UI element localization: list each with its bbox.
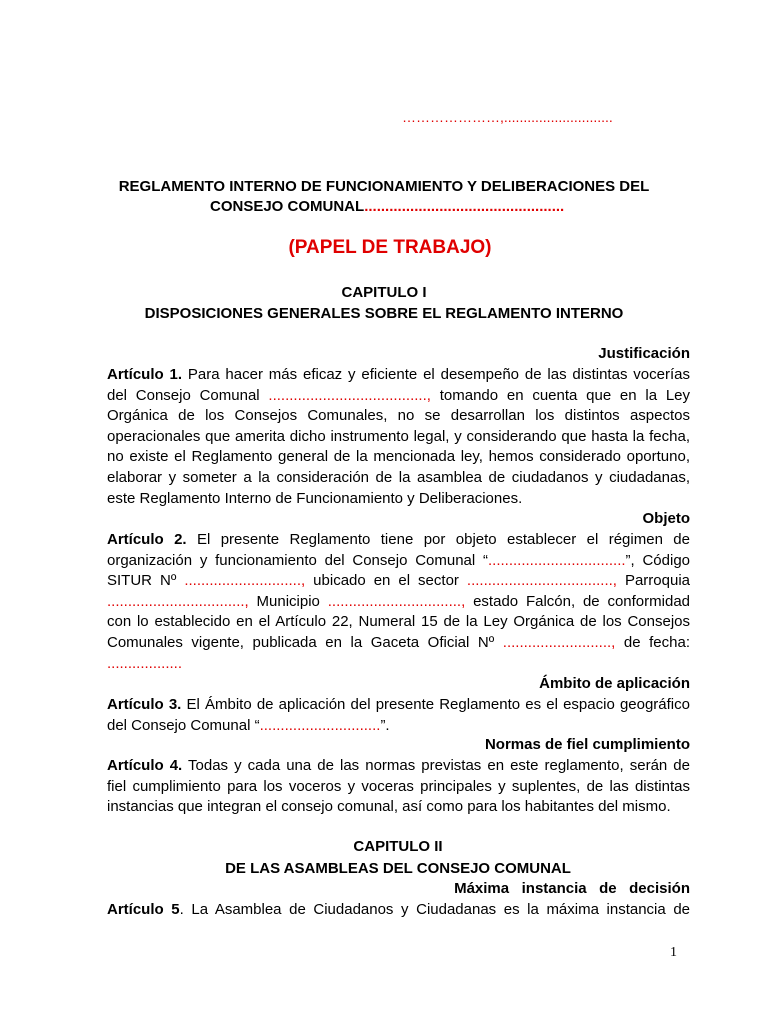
header-dots: …………………,............................	[402, 109, 613, 125]
article-1: Artículo 1. Para hacer más eficaz y eficiente el desempeño de las distintas vocerías del Consejo Comunal ......................................, tomando en cuenta que en la Ley Orgánica de los Consejos Comunales, no se desarrollan los distintos aspectos operacionales que amerita dicho instrumento legal, y considerando que hasta la fecha, no existe el Reglamento general de la mencionada ley, hemos considerado oportuno, elaborar y someter a la consideración de la asamblea de ciudadanos y ciudadanas, este Reglamento Interno de Funcionamiento y Deliberaciones.	[107, 366, 691, 507]
title-line-2: CONSEJO COMUNAL................................................	[210, 198, 565, 215]
title-dots: ................................................	[364, 198, 565, 215]
document-subtitle: (PAPEL DE TRABAJO)	[288, 237, 492, 258]
chapter-2-title: DE LAS ASAMBLEAS DEL CONSEJO COMUNAL	[225, 860, 571, 877]
article-2: Artículo 2. El presente Reglamento tiene por objeto establecer el régimen de organización y funcionamiento del Consejo Comunal “.................................”, Código SITUR Nº ............................, ubicado en el sector ..................................., Parroquia ................................., Municipio ................................, estado Falcón, de conformidad con lo establecido en el Artículo 22, Numeral 15 de la Ley Orgánica de los Consejos Comunales vigente, publicada en la Gaceta Oficial Nº .........................., de fecha: ..................	[107, 531, 691, 672]
document-title	[0, 177, 768, 217]
article-1-label: Artículo 1.	[107, 366, 183, 383]
article-2-heading: Objeto	[642, 510, 690, 527]
article-2-label: Artículo 2.	[107, 531, 187, 548]
article-5: Artículo 5. La Asamblea de Ciudadanos y Ciudadanas es la máxima instancia de	[107, 901, 691, 918]
chapter-2-label: CAPITULO II	[353, 838, 443, 855]
article-3-label: Artículo 3.	[107, 696, 182, 713]
article-1-heading: Justificación	[598, 345, 690, 362]
article-4-heading: Normas de fiel cumplimiento	[484, 736, 690, 753]
article-5-heading: Máxima instancia de decisión	[454, 880, 690, 897]
article-4-label: Artículo 4.	[107, 757, 183, 774]
chapter-1-title: DISPOSICIONES GENERALES SOBRE EL REGLAMENTO INTERNO	[144, 305, 624, 322]
article-5-label: Artículo 5	[107, 901, 180, 918]
article-3-heading: Ámbito de aplicación	[539, 675, 690, 692]
chapter-1-label: CAPITULO I	[341, 284, 427, 301]
title-line-1: REGLAMENTO INTERNO DE FUNCIONAMIENTO Y DELIBERACIONES DEL	[118, 178, 650, 195]
article-3: Artículo 3. El Ámbito de aplicación del presente Reglamento es el espacio geográfico del Consejo Comunal “.............................”.	[107, 696, 690, 734]
article-4: Artículo 4. Todas y cada una de las normas previstas en este reglamento, serán de fiel cumplimiento para los voceros y voceras principales y suplentes, de las distintas instancias que integran el consejo comunal, así como para los habitantes del mismo.	[107, 757, 690, 816]
page-number: 1	[670, 945, 677, 960]
